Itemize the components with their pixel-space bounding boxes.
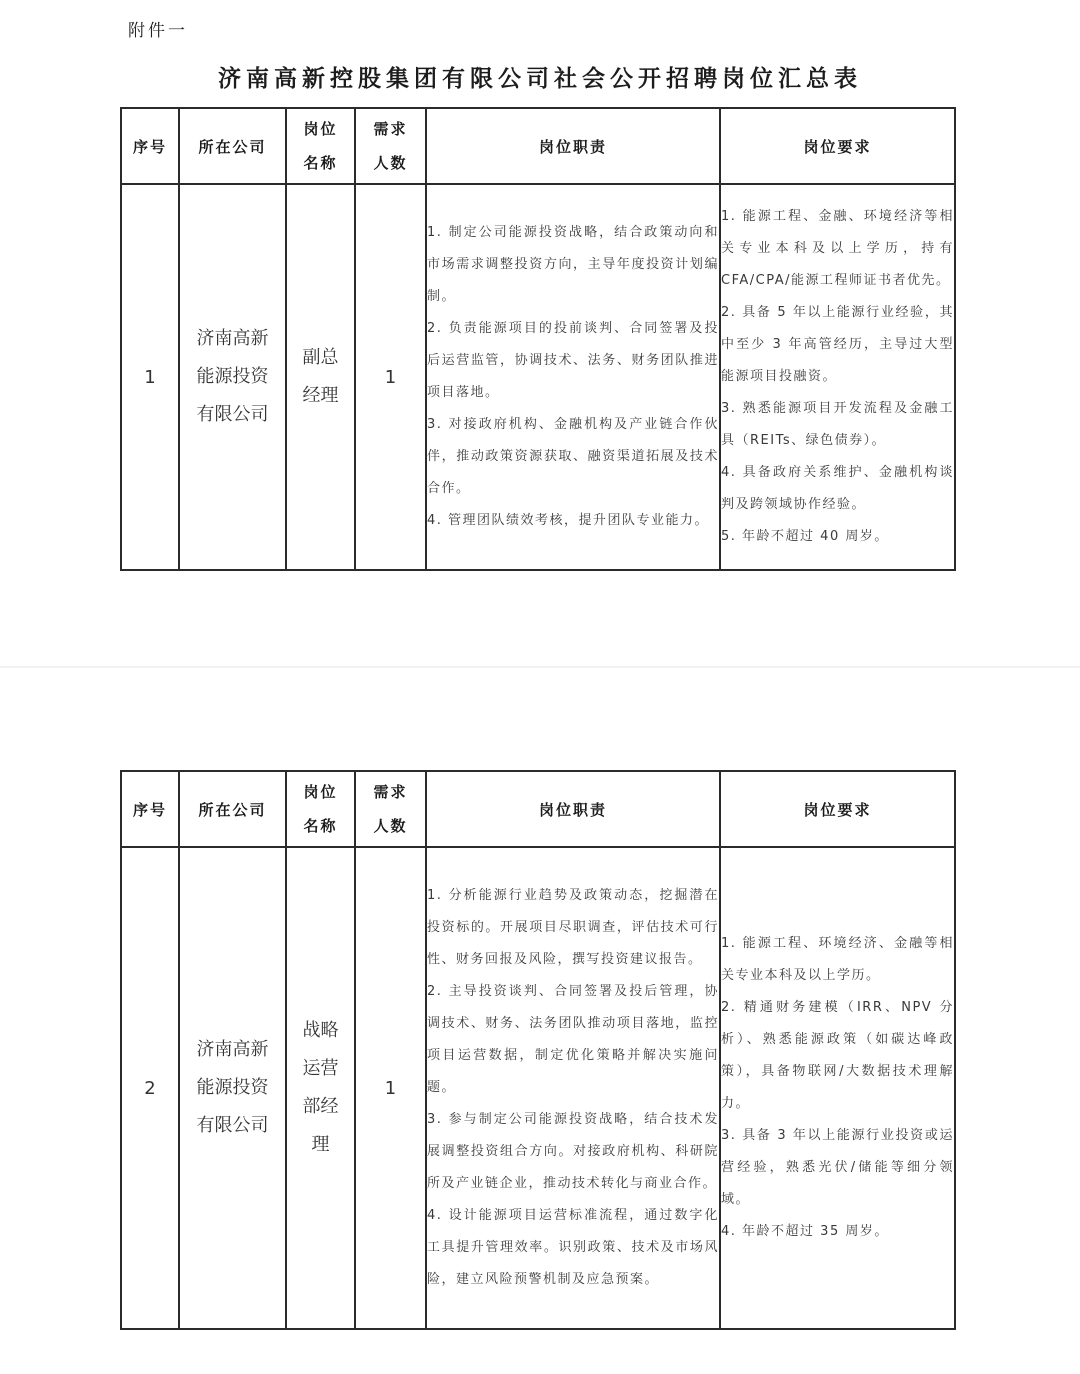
table-row [121, 184, 955, 570]
header-count [355, 771, 426, 847]
header-count [355, 108, 426, 184]
header-count-line: 需求 [373, 120, 408, 138]
position-line: 理 [311, 1134, 330, 1155]
header-company: 所在公司 [179, 771, 286, 847]
header-seq: 序号 [121, 771, 179, 847]
position-line: 战略 [302, 1020, 339, 1041]
header-position [286, 771, 355, 847]
position-line: 运营 [302, 1058, 339, 1079]
duty-item: 1. 制定公司能源投资战略，结合政策动向和市场需求调整投资方向，主导年度投资计划编制。 [427, 225, 719, 304]
table-header-row [121, 108, 955, 184]
requirement-item: 3. 熟悉能源项目开发流程及金融工具（REITs、绿色债券）。 [721, 401, 954, 448]
company-line: 济南高新 [196, 328, 269, 349]
job-table-1 [120, 107, 956, 571]
duty-item: 3. 参与制定公司能源投资战略，结合技术发展调整投资组合方向。对接政府机构、科研院所及产业链企业，推动技术转化与商业合作。 [427, 1112, 719, 1191]
requirement-item: 4. 具备政府关系维护、金融机构谈判及跨领域协作经验。 [721, 465, 954, 512]
header-count-line: 人数 [373, 817, 408, 835]
table-row [121, 847, 955, 1329]
position-line: 副总 [302, 347, 339, 368]
row-duties [426, 847, 720, 1329]
header-duties: 岗位职责 [426, 771, 720, 847]
row-seq: 2 [121, 847, 179, 1329]
company-line: 能源投资 [196, 366, 269, 387]
header-requirements: 岗位要求 [720, 771, 955, 847]
row-position [286, 847, 355, 1329]
duty-item: 4. 设计能源项目运营标准流程，通过数字化工具提升管理效率。识别政策、技术及市场风险，建立风险预警机制及应急预案。 [427, 1208, 719, 1287]
duty-item: 2. 负责能源项目的投前谈判、合同签署及投后运营监管，协调技术、法务、财务团队推进项目落地。 [427, 321, 719, 400]
document-title: 济南高新控股集团有限公司社会公开招聘岗位汇总表 [218, 66, 862, 92]
header-requirements: 岗位要求 [720, 108, 955, 184]
header-position-line: 名称 [303, 817, 338, 835]
row-position [286, 184, 355, 570]
row-company [179, 847, 286, 1329]
requirement-item: 3. 具备 3 年以上能源行业投资或运营经验，熟悉光伏/储能等细分领域。 [721, 1128, 954, 1207]
duty-item: 2. 主导投资谈判、合同签署及投后管理，协调技术、财务、法务团队推动项目落地，监控项目运营数据，制定优化策略并解决实施问题。 [427, 984, 719, 1095]
job-table-2 [120, 770, 956, 1330]
header-duties: 岗位职责 [426, 108, 720, 184]
requirement-item: 4. 年龄不超过 35 周岁。 [721, 1224, 889, 1239]
header-position [286, 108, 355, 184]
header-position-line: 岗位 [303, 783, 338, 801]
row-company [179, 184, 286, 570]
row-count: 1 [355, 847, 426, 1329]
row-requirements [720, 847, 955, 1329]
document-page-1 [0, 0, 1080, 668]
header-position-line: 岗位 [303, 120, 338, 138]
company-line: 能源投资 [196, 1077, 269, 1098]
company-line: 有限公司 [196, 1115, 269, 1136]
requirement-item: 1. 能源工程、环境经济、金融等相关专业本科及以上学历。 [721, 936, 954, 983]
requirement-item: 2. 具备 5 年以上能源行业经验，其中至少 3 年高管经历，主导过大型能源项目投融资。 [721, 305, 954, 384]
requirement-item: 2. 精通财务建模（IRR、NPV 分析）、熟悉能源政策（如碳达峰政策），具备物联网/大数据技术理解力。 [721, 1000, 954, 1111]
row-count: 1 [355, 184, 426, 570]
header-company: 所在公司 [179, 108, 286, 184]
document-page-2 [0, 668, 1080, 1374]
position-line: 经理 [302, 385, 339, 406]
requirement-item: 1. 能源工程、金融、环境经济等相关专业本科及以上学历，持有CFA/CPA/能源工程师证书者优先。 [721, 209, 954, 288]
header-count-line: 需求 [373, 783, 408, 801]
position-line: 部经 [302, 1096, 339, 1117]
row-seq: 1 [121, 184, 179, 570]
duty-item: 3. 对接政府机构、金融机构及产业链合作伙伴，推动政策资源获取、融资渠道拓展及技术合作。 [427, 417, 719, 496]
header-seq: 序号 [121, 108, 179, 184]
duty-item: 1. 分析能源行业趋势及政策动态，挖掘潜在投资标的。开展项目尽职调查，评估技术可行性、财务回报及风险，撰写投资建议报告。 [427, 888, 719, 967]
row-duties [426, 184, 720, 570]
header-position-line: 名称 [303, 154, 338, 172]
table-header-row [121, 771, 955, 847]
company-line: 济南高新 [196, 1039, 269, 1060]
row-requirements [720, 184, 955, 570]
company-line: 有限公司 [196, 404, 269, 425]
header-count-line: 人数 [373, 154, 408, 172]
duty-item: 4. 管理团队绩效考核，提升团队专业能力。 [427, 513, 710, 528]
attachment-label: 附件一 [128, 21, 188, 41]
requirement-item: 5. 年龄不超过 40 周岁。 [721, 529, 889, 544]
